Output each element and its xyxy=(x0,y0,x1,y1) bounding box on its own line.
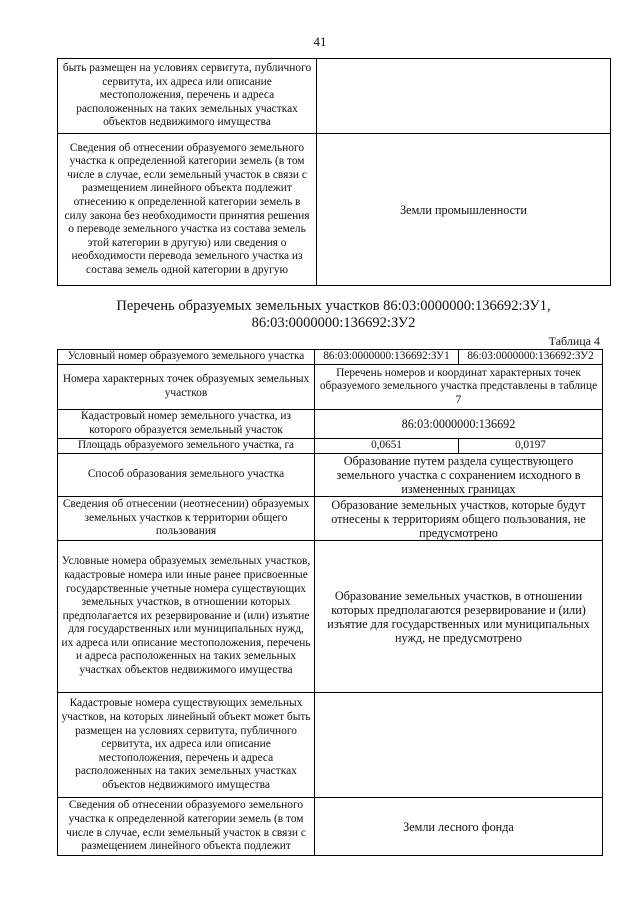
table-label: Таблица 4 xyxy=(548,334,600,348)
row-value: Земли лесного фонда xyxy=(315,798,603,856)
row-label: Кадастровые номера существующих земельных участков, на которых линейный объект может быть размещен на условиях сервитута, публичного сервитута, их адреса или описание местоположения, перечень и адреса расположенных на таких земельных участках объектов недвижимого имущества xyxy=(58,693,315,798)
row-label: Площадь образуемого земельного участка, га xyxy=(58,439,315,454)
row-label: быть размещен на условиях сервитута, публичного сервитута, их адреса или описание местоположения, перечень и адреса расположенных на таких земельных участках объектов недвижимого имущества xyxy=(58,59,317,134)
land-plots-table xyxy=(57,349,603,856)
table-row xyxy=(58,134,611,286)
title-line-1: Перечень образуемых земельных участков 86:03:0000000:136692:ЗУ1, xyxy=(116,298,551,314)
row-value: Перечень номеров и координат характерных точек образуемого земельного участка представлены в таблице 7 xyxy=(315,365,603,410)
table-row xyxy=(58,497,603,541)
section-title xyxy=(57,298,610,332)
row-value xyxy=(315,693,603,798)
table-row xyxy=(58,439,603,454)
table-row xyxy=(58,798,603,856)
row-value xyxy=(317,59,611,134)
row-value: 86:03:0000000:136692 xyxy=(315,410,603,439)
table-row xyxy=(58,410,603,439)
table-row xyxy=(58,693,603,798)
row-value: Образование земельных участков, в отношении которых предполагаются резервирование и (или) изъятие для государственных или муниципальных нужд, не предусмотрено xyxy=(315,541,603,693)
row-label: Сведения об отнесении (неотнесении) образуемых земельных участков к территории общего пользования xyxy=(58,497,315,541)
title-line-2: 86:03:0000000:136692:ЗУ2 xyxy=(251,315,416,331)
row-label: Условные номера образуемых земельных участков, кадастровые номера или иные ранее присвоенные государственные учетные номера существующих земельных участков, в отношении которых предполагается их резервирование и (или) изъятие для государственных или муниципальных нужд, их адреса или описание местоположения, перечень и адреса расположенных на таких земельных участках объектов недвижимого имущества xyxy=(58,541,315,693)
page-number: 41 xyxy=(313,34,327,49)
row-label: Кадастровый номер земельного участка, из которого образуется земельный участок xyxy=(58,410,315,439)
table-row xyxy=(58,541,603,693)
row-label: Номера характерных точек образуемых земельных участков xyxy=(58,365,315,410)
table-row xyxy=(58,365,603,410)
row-value: Образование путем раздела существующего земельного участка с сохранением исходного в измененных границах xyxy=(315,454,603,497)
area-value-1: 0,0651 xyxy=(315,439,459,454)
row-value: Земли промышленности xyxy=(317,134,611,286)
header-label: Условный номер образуемого земельного участка xyxy=(58,350,315,365)
table-row xyxy=(58,59,611,134)
area-value-2: 0,0197 xyxy=(459,439,603,454)
table-row xyxy=(58,350,603,365)
plot-number-1: 86:03:0000000:136692:ЗУ1 xyxy=(315,350,459,365)
table-row xyxy=(58,454,603,497)
row-label: Сведения об отнесении образуемого земельного участка к определенной категории земель (в том числе в случае, если земельный участок в связи с размещением линейного объекта подлежит xyxy=(58,798,315,856)
continuation-table xyxy=(57,58,611,286)
row-label: Сведения об отнесении образуемого земельного участка к определенной категории земель (в том числе в случае, если земельный участок в связи с размещением линейного объекта подлежит отнесению к определенной категории земель в силу закона без необходимости принятия решения о переводе земельного участка из состава земель этой категории в другую) или сведения о необходимости перевода земельного участка из состава земель одной категории в другую xyxy=(58,134,317,286)
row-label: Способ образования земельного участка xyxy=(58,454,315,497)
plot-number-2: 86:03:0000000:136692:ЗУ2 xyxy=(459,350,603,365)
row-value: Образование земельных участков, которые будут отнесены к территориям общего пользования, не предусмотрено xyxy=(315,497,603,541)
